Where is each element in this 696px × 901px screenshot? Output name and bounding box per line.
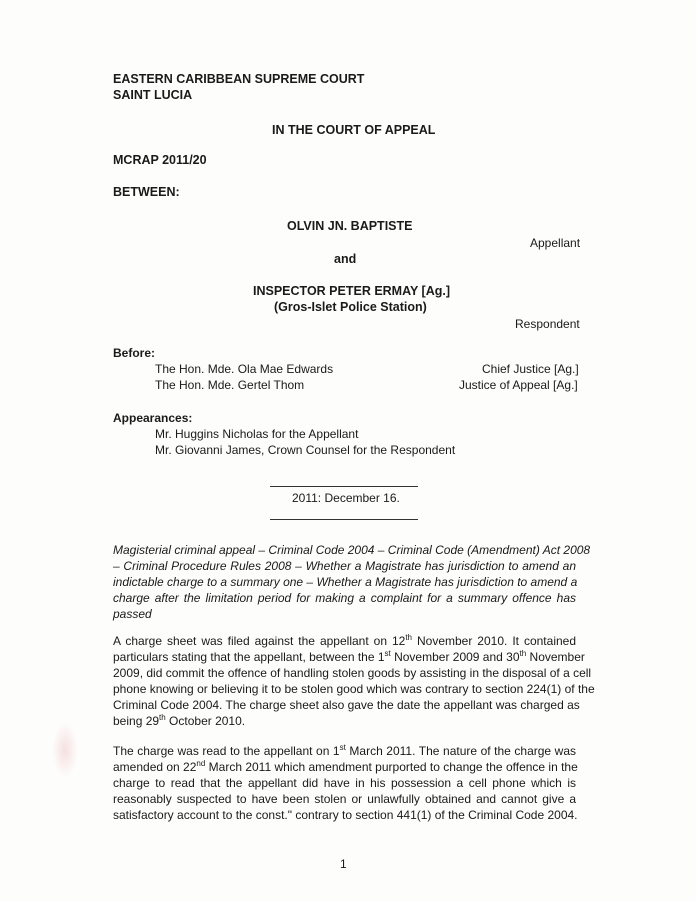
respondent-name: INSPECTOR PETER ERMAY [Ag.] — [253, 284, 451, 298]
catchwords-line: – Criminal Procedure Rules 2008 – Whether a Magistrate has jurisdiction to amend an — [113, 559, 576, 573]
judge-title: Chief Justice [Ag.] — [482, 362, 579, 376]
catchwords-line: charge after the limitation period for making a complaint for a summary offence has — [113, 591, 576, 605]
catchwords — [113, 542, 591, 622]
respondent-station: (Gros-Islet Police Station) — [274, 300, 427, 314]
paragraph-line: reasonably suspected to have been stolen or unlawfully obtained and cannot give a — [113, 792, 576, 806]
appellant-role: Appellant — [530, 236, 581, 250]
paragraph-line: 2009, did commit the offence of handling stolen goods by assisting in the disposal of a cell — [113, 666, 592, 680]
catchwords-line: passed — [113, 607, 152, 621]
paragraph-line: being 29th October 2010. — [113, 713, 246, 728]
catchwords-line: Magisterial criminal appeal – Criminal Code 2004 – Criminal Code (Amendment) Act 2008 — [113, 543, 591, 557]
respondent-role: Respondent — [515, 317, 580, 331]
paragraph-line: The charge was read to the appellant on 1st March 2011. The nature of the charge was — [113, 743, 576, 758]
jurisdiction: SAINT LUCIA — [113, 88, 193, 102]
appellant-name: OLVIN JN. BAPTISTE — [287, 219, 413, 233]
paragraph-line: satisfactory account to the const." contrary to section 441(1) of the Criminal Code 2004. — [113, 808, 578, 822]
judge-name: The Hon. Mde. Gertel Thom — [155, 378, 305, 392]
and-separator: and — [334, 252, 357, 266]
appearances-label: Appearances: — [113, 411, 193, 425]
paragraph-line: phone knowing or believing it to be stolen good which was contrary to section 224(1) of the — [113, 682, 595, 696]
judge-title: Justice of Appeal [Ag.] — [459, 378, 578, 392]
paragraph-line: amended on 22nd March 2011 which amendment purported to change the offence in the — [113, 759, 578, 774]
paragraph-line: A charge sheet was filed against the appellant on 12th November 2010. It contained — [113, 633, 577, 648]
court-division: IN THE COURT OF APPEAL — [272, 123, 436, 137]
counsel-appellant: Mr. Huggins Nicholas for the Appellant — [155, 427, 359, 441]
paragraph-line: particulars stating that the appellant, between the 1st November 2009 and 30th November — [113, 649, 585, 664]
case-number: MCRAP 2011/20 — [113, 153, 207, 167]
paragraph-2 — [113, 743, 576, 823]
before-label: Before: — [113, 346, 156, 360]
counsel-respondent: Mr. Giovanni James, Crown Counsel for the Respondent — [155, 443, 456, 457]
court-name: EASTERN CARIBBEAN SUPREME COURT — [113, 72, 365, 86]
page-number: 1 — [340, 857, 347, 871]
between-label: BETWEEN: — [113, 185, 180, 199]
judgment-date: 2011: December 16. — [292, 491, 400, 505]
paragraph-line: charge to read that the appellant did have in his possession a cell phone which is — [113, 776, 576, 790]
paragraph-1 — [113, 633, 595, 729]
paper-stain — [52, 722, 78, 778]
date-rule-bottom — [270, 519, 418, 520]
judge-name: The Hon. Mde. Ola Mae Edwards — [155, 362, 334, 376]
paragraph-line: Criminal Code 2004. The charge sheet also gave the date the appellant was charged as — [113, 698, 580, 712]
date-rule-top — [270, 486, 418, 487]
catchwords-line: indictable charge to a summary one – Whether a Magistrate has jurisdiction to amend a — [113, 575, 578, 589]
